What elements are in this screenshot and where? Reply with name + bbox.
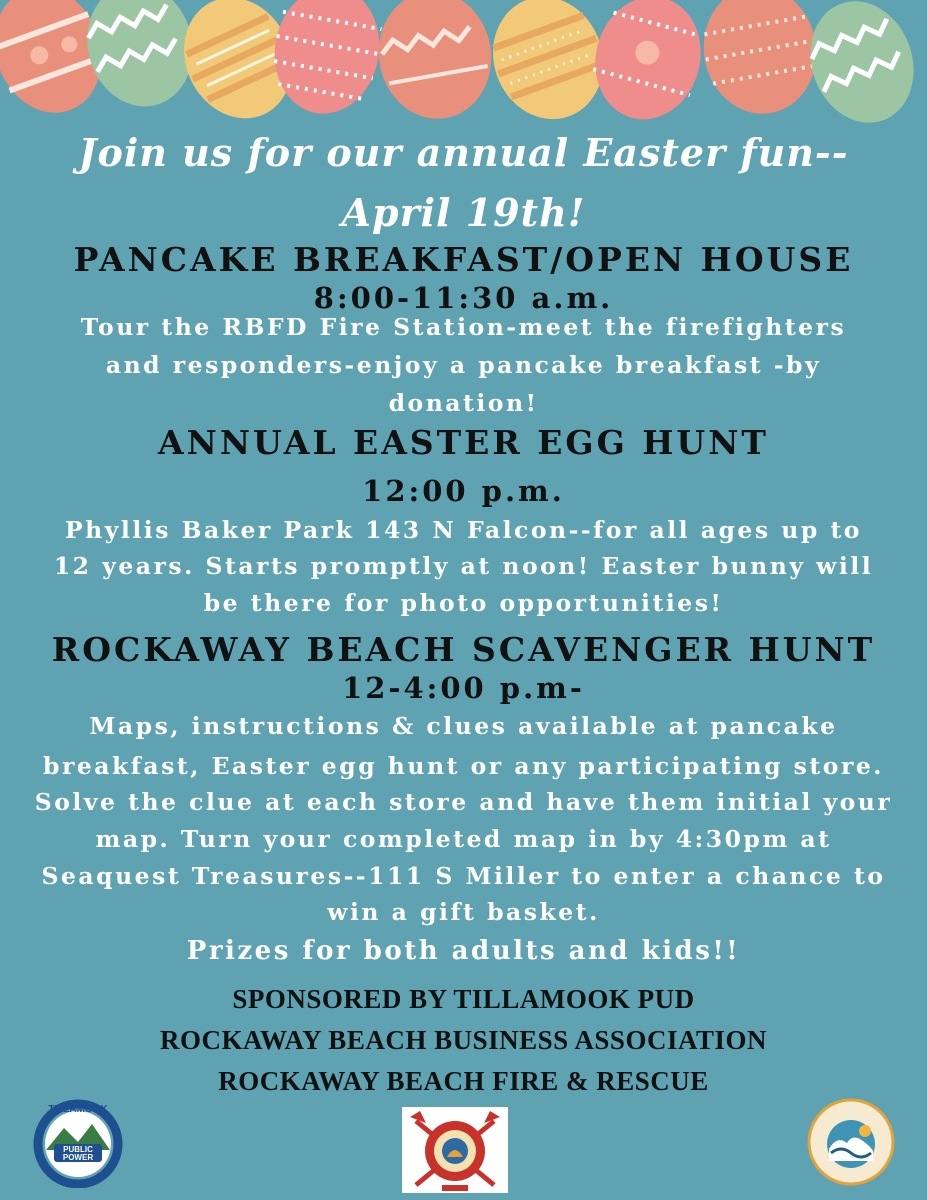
easter-egg-banner: [0, 0, 927, 130]
rbba-wave-logo: [805, 1097, 897, 1191]
easter-egg-icon: [369, 0, 502, 128]
event-description-line: be there for photo opportunities!: [203, 589, 724, 617]
svg-text:TILLAMOOK: TILLAMOOK: [48, 1104, 108, 1115]
headline-line-2: April 19th!: [341, 190, 586, 235]
svg-text:POWER: POWER: [62, 1153, 94, 1162]
event-title: ROCKAWAY BEACH SCAVENGER HUNT: [51, 630, 876, 669]
easter-egg-icon: [694, 0, 827, 123]
event-time: 12-4:00 p.m-: [342, 671, 585, 705]
sponsor-line: SPONSORED BY TILLAMOOK PUD: [232, 984, 695, 1014]
event-description-line: Tour the RBFD Fire Station-meet the firefighters: [80, 313, 847, 341]
event-description-line: win a gift basket.: [327, 898, 600, 926]
prizes-text: Prizes for both adults and kids!!: [186, 936, 741, 966]
sponsor-line: ROCKAWAY BEACH FIRE & RESCUE: [218, 1066, 709, 1096]
event-description-line: donation!: [388, 389, 539, 417]
event-description-line: Phyllis Baker Park 143 N Falcon--for all ages up to: [65, 516, 862, 544]
easter-egg-icon: [265, 0, 390, 122]
event-title: ANNUAL EASTER EGG HUNT: [158, 423, 769, 462]
event-time: 12:00 p.m.: [362, 474, 565, 508]
sponsor-line: ROCKAWAY BEACH BUSINESS ASSOCIATION: [160, 1025, 767, 1055]
event-description-line: Solve the clue at each store and have them initial your: [34, 788, 893, 816]
fire-rescue-badge: [402, 1107, 508, 1193]
svg-text:PUBLIC: PUBLIC: [63, 1145, 93, 1154]
easter-egg-icon: [582, 0, 715, 130]
headline-line-1: Join us for our annual Easter fun--: [78, 130, 849, 175]
event-description-line: Seaquest Treasures--111 S Miller to enter a chance to: [41, 862, 886, 890]
event-description-line: breakfast, Easter egg hunt or any participating store.: [43, 752, 884, 780]
event-time: 8:00-11:30 a.m.: [313, 281, 614, 315]
tillamook-pud-logo: [26, 1098, 130, 1192]
event-description-line: and responders-enjoy a pancake breakfast -by: [105, 351, 822, 379]
event-title: PANCAKE BREAKFAST/OPEN HOUSE: [73, 240, 854, 279]
event-description-line: 12 years. Starts promptly at noon! Easter bunny will: [53, 552, 874, 580]
event-description-line: Maps, instructions & clues available at pancake: [89, 712, 838, 740]
easter-egg-icon: [794, 0, 927, 130]
event-description-line: map. Turn your completed map in by 4:30pm at: [95, 825, 832, 853]
